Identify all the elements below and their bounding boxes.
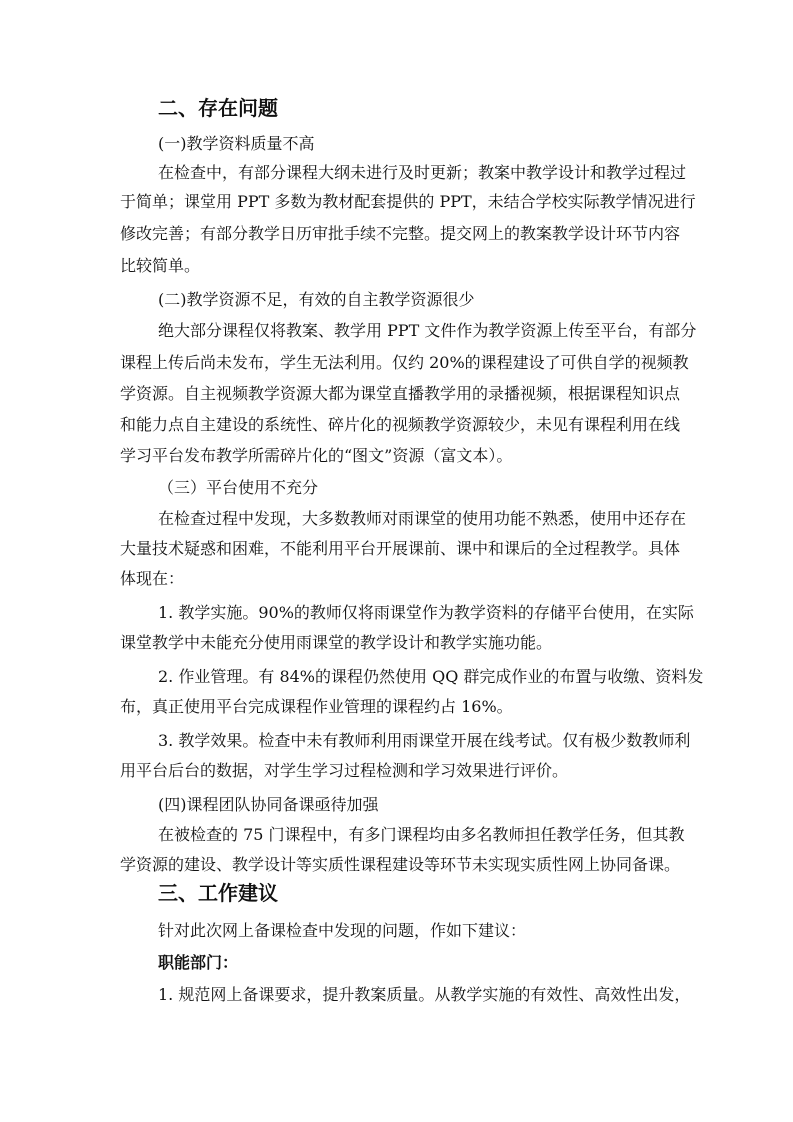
intro-line: 针对此次网上备课检查中发现的问题，作如下建议：	[158, 921, 527, 940]
paragraph-line: 在检查过程中发现，大多数教师对雨课堂的使用功能不熟悉，使用中还存在	[158, 509, 687, 528]
list-item-line: 课堂教学中未能充分使用雨课堂的教学设计和教学实施功能。	[120, 633, 553, 652]
list-item-line: 1. 教学实施。90%的教师仅将雨课堂作为教学资料的存储平台使用，在实际	[158, 603, 694, 622]
list-item-line: 2. 作业管理。有 84%的课程仍然使用 QQ 群完成作业的布置与收缴、资料发	[158, 667, 704, 686]
paragraph-line: 学资源。自主视频教学资源大都为课堂直播教学用的录播视频，根据课程知识点	[120, 384, 681, 403]
paragraph-line: 体现在：	[120, 569, 185, 588]
paragraph-line: 和能力点自主建设的系统性、碎片化的视频教学资源较少，未见有课程利用在线	[120, 415, 681, 434]
paragraph-line: 课程上传后尚未发布，学生无法利用。仅约 20%的课程建设了可供自学的视频教	[120, 353, 689, 372]
subsection-title-2: (二)教学资源不足，有效的自主教学资源很少	[158, 290, 475, 309]
section-heading-problems: 二、存在问题	[158, 96, 278, 120]
paragraph-line: 绝大部分课程仅将教案、教学用 PPT 文件作为教学资源上传至平台，有部分	[158, 321, 697, 340]
subsection-title-1: (一)教学资料质量不高	[158, 134, 315, 153]
list-item-line: 布，真正使用平台完成课程作业管理的课程约占 16%。	[120, 697, 513, 716]
paragraph-line: 在检查中，有部分课程大纲未进行及时更新；教案中教学设计和教学过程过	[158, 163, 687, 182]
section-heading-suggestions: 三、工作建议	[158, 881, 278, 905]
paragraph-line: 比较简单。	[120, 256, 201, 275]
paragraph-line: 于简单；课堂用 PPT 多数为教材配套提供的 PPT，未结合学校实际教学情况进行	[120, 192, 696, 211]
paragraph-line: 在被检查的 75 门课程中，有多门课程均由多名教师担任教学任务，但其教	[158, 825, 685, 844]
paragraph-line: 大量技术疑惑和困难，不能利用平台开展课前、课中和课后的全过程教学。具体	[120, 539, 681, 558]
list-item-line: 用平台后台的数据，对学生学习过程检测和学习效果进行评价。	[120, 761, 569, 780]
list-item-line: 3. 教学效果。检查中未有教师利用雨课堂开展在线考试。仅有极少数教师利	[158, 731, 691, 750]
department-label: 职能部门：	[158, 953, 239, 972]
paragraph-line: 学习平台发布教学所需碎片化的“图文”资源（富文本）。	[120, 446, 513, 465]
paragraph-line: 学资源的建设、教学设计等实质性课程建设等环节未实现实质性网上协同备课。	[120, 855, 681, 874]
list-item-line: 1. 规范网上备课要求，提升教案质量。从教学实施的有效性、高效性出发，	[158, 985, 691, 1004]
subsection-title-3: （三）平台使用不充分	[158, 478, 319, 497]
paragraph-line: 修改完善；有部分教学日历审批手续不完整。提交网上的教案教学设计环节内容	[120, 224, 681, 243]
subsection-title-4: (四)课程团队协同备课亟待加强	[158, 795, 379, 814]
